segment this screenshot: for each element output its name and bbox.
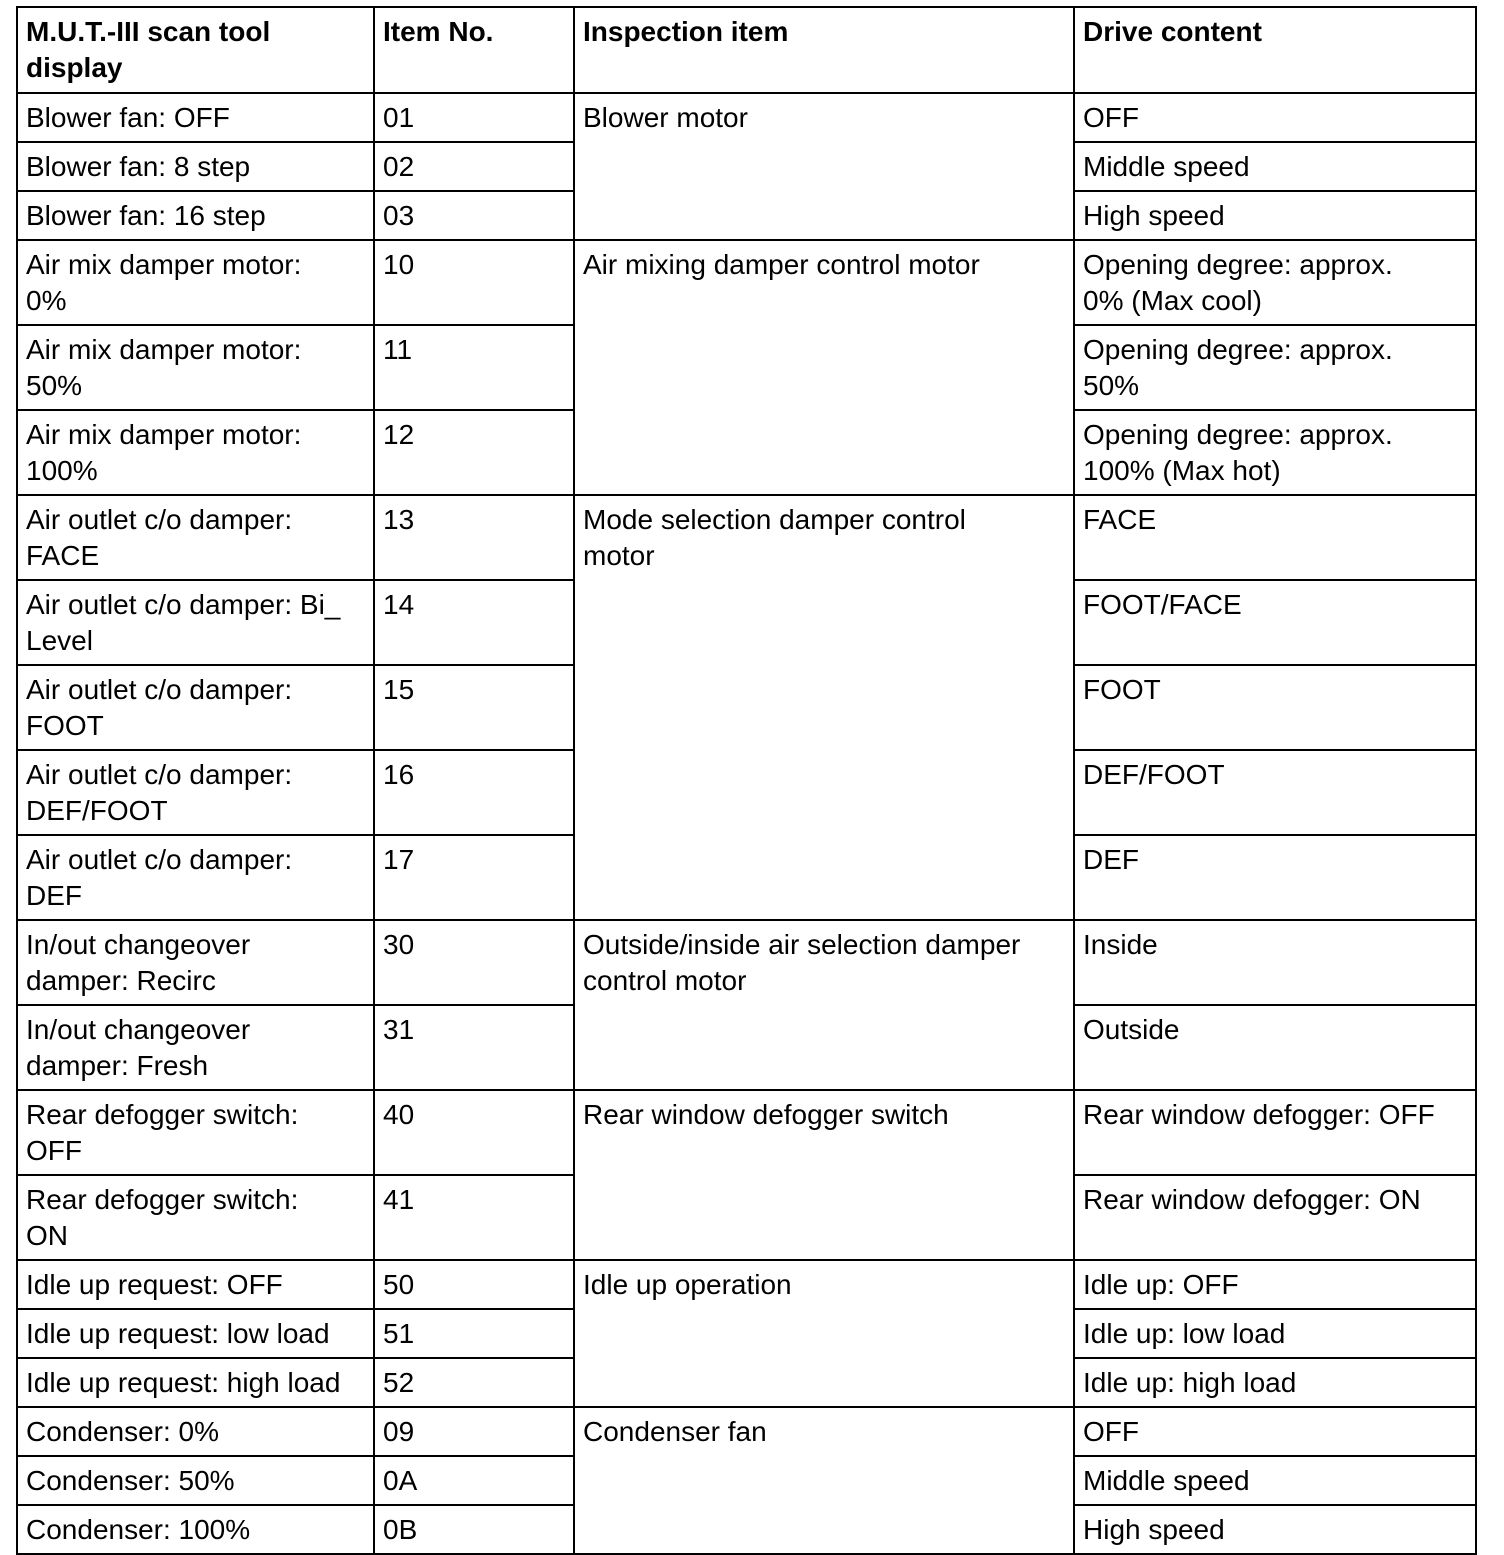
header-inspection-item: Inspection item (574, 7, 1074, 93)
item-no-cell: 09 (374, 1407, 574, 1456)
scan-tool-display-cell: Air mix damper motor: 0% (17, 240, 374, 325)
item-no-cell: 30 (374, 920, 574, 1005)
table-row (17, 1260, 1476, 1309)
drive-content-cell: Middle speed (1074, 1456, 1476, 1505)
item-no-cell: 0B (374, 1505, 574, 1554)
item-no-cell: 52 (374, 1358, 574, 1407)
item-no-cell: 15 (374, 665, 574, 750)
drive-content-cell: DEF (1074, 835, 1476, 920)
drive-content-cell: Rear window defogger: ON (1074, 1175, 1476, 1260)
drive-content-cell: Opening degree: approx. 100% (Max hot) (1074, 410, 1476, 495)
scan-tool-display-cell: Air outlet c/o damper: DEF/FOOT (17, 750, 374, 835)
scan-tool-display-cell: Idle up request: low load (17, 1309, 374, 1358)
drive-content-cell: Opening degree: approx. 0% (Max cool) (1074, 240, 1476, 325)
drive-content-cell: DEF/FOOT (1074, 750, 1476, 835)
scan-tool-display-cell: Air outlet c/o damper: FACE (17, 495, 374, 580)
drive-content-cell: Opening degree: approx. 50% (1074, 325, 1476, 410)
item-no-cell: 03 (374, 191, 574, 240)
item-no-cell: 13 (374, 495, 574, 580)
inspection-item-cell: Condenser fan (574, 1407, 1074, 1554)
table-row (17, 1090, 1476, 1175)
scan-tool-display-cell: Air mix damper motor: 50% (17, 325, 374, 410)
scan-tool-display-cell: In/out changeover damper: Fresh (17, 1005, 374, 1090)
item-no-cell: 31 (374, 1005, 574, 1090)
drive-content-cell: FACE (1074, 495, 1476, 580)
drive-content-cell: FOOT (1074, 665, 1476, 750)
table-row (17, 93, 1476, 142)
scan-tool-display-cell: Idle up request: high load (17, 1358, 374, 1407)
inspection-item-cell: Idle up operation (574, 1260, 1074, 1407)
header-drive-content: Drive content (1074, 7, 1476, 93)
inspection-item-cell: Outside/inside air selection damper control motor (574, 920, 1074, 1090)
scan-tool-display-cell: In/out changeover damper: Recirc (17, 920, 374, 1005)
table-row (17, 920, 1476, 1005)
scan-tool-display-cell: Air outlet c/o damper: Bi_ Level (17, 580, 374, 665)
drive-content-cell: Rear window defogger: OFF (1074, 1090, 1476, 1175)
drive-content-cell: High speed (1074, 191, 1476, 240)
item-no-cell: 0A (374, 1456, 574, 1505)
scan-tool-display-cell: Condenser: 50% (17, 1456, 374, 1505)
item-no-cell: 12 (374, 410, 574, 495)
table-row (17, 495, 1476, 580)
item-no-cell: 14 (374, 580, 574, 665)
table-row (17, 1407, 1476, 1456)
scan-tool-display-cell: Rear defogger switch: OFF (17, 1090, 374, 1175)
item-no-cell: 01 (374, 93, 574, 142)
inspection-item-cell: Rear window defogger switch (574, 1090, 1074, 1260)
scan-tool-display-cell: Blower fan: OFF (17, 93, 374, 142)
item-no-cell: 50 (374, 1260, 574, 1309)
item-no-cell: 40 (374, 1090, 574, 1175)
scan-tool-display-cell: Rear defogger switch: ON (17, 1175, 374, 1260)
drive-content-cell: Inside (1074, 920, 1476, 1005)
header-row (17, 7, 1476, 93)
inspection-item-cell: Blower motor (574, 93, 1074, 240)
drive-content-cell: Outside (1074, 1005, 1476, 1090)
scan-tool-display-cell: Blower fan: 8 step (17, 142, 374, 191)
header-item-no: Item No. (374, 7, 574, 93)
scan-tool-display-cell: Condenser: 0% (17, 1407, 374, 1456)
scan-tool-display-cell: Blower fan: 16 step (17, 191, 374, 240)
drive-content-cell: Idle up: OFF (1074, 1260, 1476, 1309)
drive-content-cell: Idle up: low load (1074, 1309, 1476, 1358)
scan-tool-display-cell: Condenser: 100% (17, 1505, 374, 1554)
scan-tool-display-cell: Air mix damper motor: 100% (17, 410, 374, 495)
header-scan-tool-display: M.U.T.-III scan tool display (17, 7, 374, 93)
inspection-item-cell: Mode selection damper control motor (574, 495, 1074, 920)
drive-content-cell: OFF (1074, 93, 1476, 142)
scan-tool-display-cell: Air outlet c/o damper: DEF (17, 835, 374, 920)
drive-content-cell: FOOT/FACE (1074, 580, 1476, 665)
item-no-cell: 16 (374, 750, 574, 835)
table-row (17, 240, 1476, 325)
drive-content-cell: OFF (1074, 1407, 1476, 1456)
item-no-cell: 11 (374, 325, 574, 410)
drive-content-cell: Middle speed (1074, 142, 1476, 191)
item-no-cell: 41 (374, 1175, 574, 1260)
drive-content-cell: Idle up: high load (1074, 1358, 1476, 1407)
inspection-item-cell: Air mixing damper control motor (574, 240, 1074, 495)
drive-content-cell: High speed (1074, 1505, 1476, 1554)
scan-tool-display-cell: Air outlet c/o damper: FOOT (17, 665, 374, 750)
item-no-cell: 17 (374, 835, 574, 920)
item-no-cell: 02 (374, 142, 574, 191)
actuator-test-table (16, 6, 1477, 1555)
scan-tool-display-cell: Idle up request: OFF (17, 1260, 374, 1309)
item-no-cell: 10 (374, 240, 574, 325)
item-no-cell: 51 (374, 1309, 574, 1358)
